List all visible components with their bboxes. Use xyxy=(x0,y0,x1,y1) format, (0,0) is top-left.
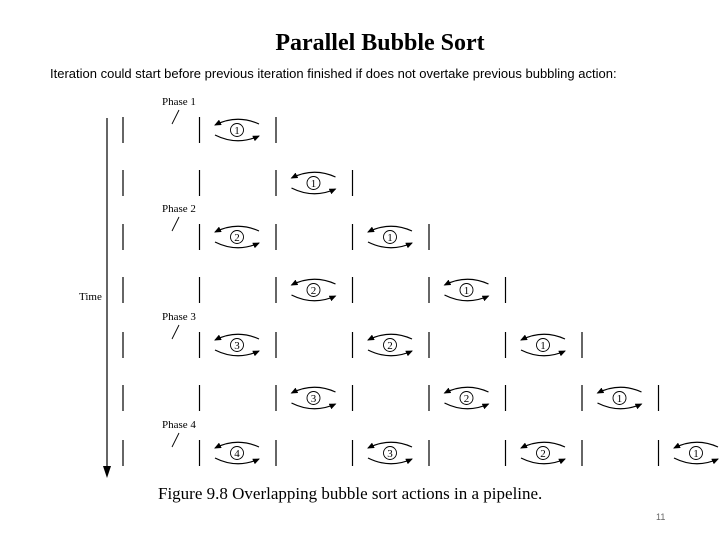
step-number: 2 xyxy=(540,448,546,460)
time-axis-arrowhead xyxy=(103,466,111,478)
phase-pointer xyxy=(172,325,179,339)
step-number: 4 xyxy=(234,448,240,460)
step-number: 1 xyxy=(540,340,546,352)
bubble-action xyxy=(368,334,412,356)
step-number: 3 xyxy=(310,393,317,405)
step-number: 2 xyxy=(463,393,470,405)
figure-caption: Figure 9.8 Overlapping bubble sort actions in a pipeline. xyxy=(158,484,543,503)
phase-pointer xyxy=(172,433,179,447)
bubble-action xyxy=(445,387,489,409)
step-number: 2 xyxy=(387,340,393,352)
bubble-action xyxy=(521,334,565,356)
bubble-action xyxy=(215,226,259,248)
step-number: 1 xyxy=(387,232,393,244)
phase-pointer xyxy=(172,110,179,124)
step-number: 2 xyxy=(310,285,317,297)
phase-label: Phase 3 xyxy=(162,311,196,323)
bubble-action xyxy=(368,442,412,464)
bubble-action xyxy=(598,387,642,409)
time-label: Time xyxy=(79,291,102,303)
phase-label: Phase 1 xyxy=(162,96,196,108)
phase-label: Phase 2 xyxy=(162,203,196,215)
step-number: 3 xyxy=(234,340,240,352)
bubble-action xyxy=(215,334,259,356)
step-number: 1 xyxy=(693,448,699,460)
step-number: 2 xyxy=(234,232,240,244)
bubble-action xyxy=(521,442,565,464)
page-number: 11 xyxy=(656,512,666,522)
slide-title: Parallel Bubble Sort xyxy=(275,30,485,56)
bubble-action xyxy=(674,442,718,464)
slide-subtitle: Iteration could start before previous iteration finished if does not overtake previous bubbling action: xyxy=(50,66,617,81)
bubble-action xyxy=(292,387,336,409)
step-number: 3 xyxy=(387,448,393,460)
step-number: 1 xyxy=(463,285,470,297)
bubble-action xyxy=(368,226,412,248)
bubble-action xyxy=(292,172,336,194)
phase-pointer xyxy=(172,217,179,231)
bubble-action xyxy=(215,442,259,464)
step-number: 1 xyxy=(616,393,623,405)
step-number: 1 xyxy=(234,125,240,137)
pipeline-rows xyxy=(123,96,720,466)
step-number: 1 xyxy=(310,178,317,190)
phase-label: Phase 4 xyxy=(162,419,196,431)
bubble-action xyxy=(215,119,259,141)
bubble-action xyxy=(292,279,336,301)
bubble-action xyxy=(445,279,489,301)
